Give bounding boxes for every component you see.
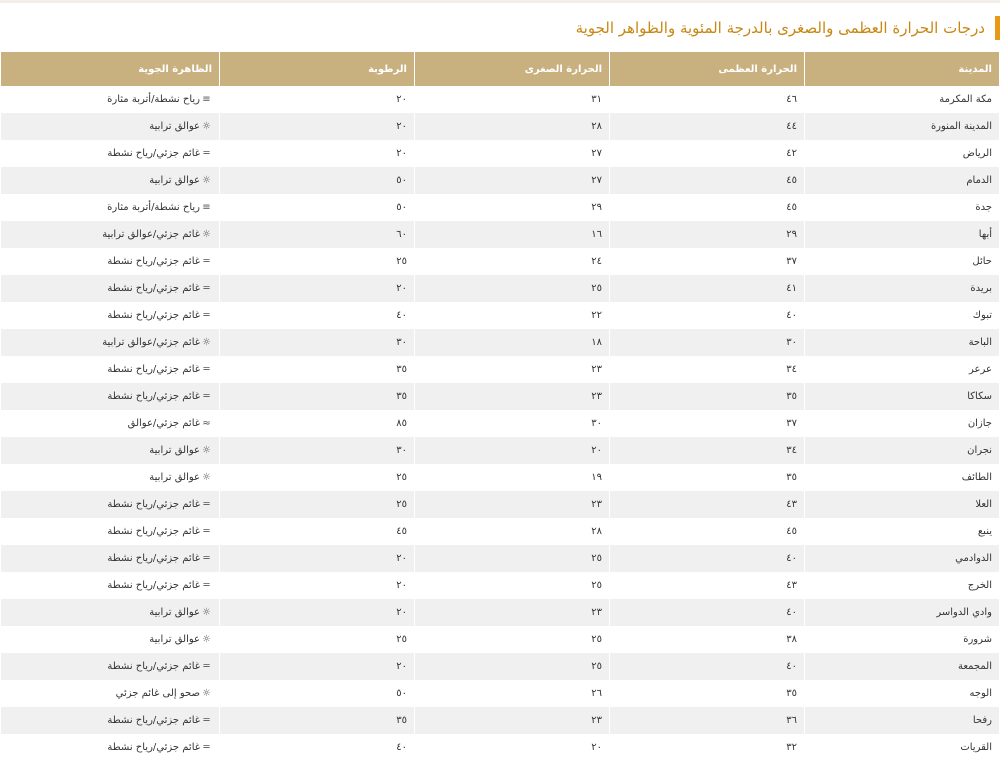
city-cell: نجران [805, 437, 999, 464]
max-temp-cell: ٣٦ [610, 707, 804, 734]
city-cell: أبها [805, 221, 999, 248]
weather-cell [1, 572, 219, 599]
weather-cell [1, 599, 219, 626]
city-cell: الدوادمي [805, 545, 999, 572]
min-temp-cell: ٢٦ [415, 680, 609, 707]
city-cell: جازان [805, 410, 999, 437]
weather-cell [1, 518, 219, 545]
max-temp-cell: ٣٤ [610, 356, 804, 383]
min-temp-cell: ١٩ [415, 464, 609, 491]
max-temp-cell: ٤٣ [610, 491, 804, 518]
humidity-cell: ٢٠ [220, 599, 414, 626]
table-row [1, 518, 999, 545]
humidity-cell: ٣٥ [220, 383, 414, 410]
city-cell: الخرج [805, 572, 999, 599]
city-cell: عرعر [805, 356, 999, 383]
dust-sun-icon: ☼ [202, 337, 211, 348]
max-temp-cell: ٣٧ [610, 410, 804, 437]
weather-cell [1, 167, 219, 194]
weather-condition-text: غائم جزئي/رياح نشطة [107, 553, 200, 564]
min-temp-cell: ٢٥ [415, 572, 609, 599]
windy-dusty-icon: ≡ [202, 94, 211, 105]
max-temp-cell: ٣٢ [610, 734, 804, 758]
table-row [1, 221, 999, 248]
weather-condition-text: غائم جزئي/رياح نشطة [107, 391, 200, 402]
min-temp-cell: ٢٥ [415, 653, 609, 680]
humidity-cell: ٢٠ [220, 275, 414, 302]
max-temp-cell: ٣٥ [610, 680, 804, 707]
city-cell: حائل [805, 248, 999, 275]
max-temp-cell: ٤٥ [610, 167, 804, 194]
table-row [1, 140, 999, 167]
weather-condition-text: غائم جزئي/رياح نشطة [107, 526, 200, 537]
city-cell: القريات [805, 734, 999, 758]
wind-icon: ═ [203, 283, 210, 294]
weather-condition-text: عوالق ترابية [149, 445, 200, 456]
city-cell: العلا [805, 491, 999, 518]
city-cell: الطائف [805, 464, 999, 491]
wind-icon: ═ [203, 742, 210, 753]
wind-icon: ═ [203, 715, 210, 726]
city-cell: بريدة [805, 275, 999, 302]
min-temp-cell: ٢٨ [415, 113, 609, 140]
min-temp-cell: ٢٣ [415, 383, 609, 410]
humidity-cell: ٢٥ [220, 464, 414, 491]
humidity-cell: ٣٥ [220, 707, 414, 734]
table-body [1, 86, 999, 758]
table-row [1, 572, 999, 599]
min-temp-cell: ٢٤ [415, 248, 609, 275]
table-row [1, 545, 999, 572]
weather-cell [1, 140, 219, 167]
max-temp-cell: ٤٢ [610, 140, 804, 167]
weather-cell [1, 545, 219, 572]
wind-icon: ═ [203, 553, 210, 564]
table-row [1, 626, 999, 653]
city-cell: رفحا [805, 707, 999, 734]
table-row [1, 464, 999, 491]
humidity-cell: ٢٠ [220, 86, 414, 113]
humidity-cell: ٢٥ [220, 491, 414, 518]
city-cell: جدة [805, 194, 999, 221]
heading-accent-bar [995, 16, 1000, 40]
humidity-cell: ٣٠ [220, 437, 414, 464]
table-row [1, 113, 999, 140]
weather-cell [1, 194, 219, 221]
humidity-cell: ٤٠ [220, 734, 414, 758]
page-title: درجات الحرارة العظمى والصغرى بالدرجة المئوية والظواهر الجوية [575, 19, 985, 37]
column-header-max-temp: الحرارة العظمى [610, 52, 804, 86]
weather-cell [1, 248, 219, 275]
weather-condition-text: غائم جزئي/رياح نشطة [107, 310, 200, 321]
weather-cell [1, 113, 219, 140]
min-temp-cell: ٢٣ [415, 599, 609, 626]
weather-condition-text: عوالق ترابية [149, 175, 200, 186]
humidity-cell: ٥٠ [220, 680, 414, 707]
min-temp-cell: ٢٥ [415, 545, 609, 572]
min-temp-cell: ٢٣ [415, 356, 609, 383]
weather-cell [1, 491, 219, 518]
max-temp-cell: ٤٠ [610, 653, 804, 680]
wind-icon: ═ [203, 661, 210, 672]
table-row [1, 275, 999, 302]
weather-condition-text: غائم جزئي/عوالق [127, 418, 200, 429]
table-row [1, 680, 999, 707]
table-row [1, 194, 999, 221]
max-temp-cell: ٣٥ [610, 464, 804, 491]
weather-condition-text: غائم جزئي/عوالق ترابية [102, 229, 200, 240]
humidity-cell: ٨٥ [220, 410, 414, 437]
table-header-row [1, 52, 999, 86]
humidity-cell: ٦٠ [220, 221, 414, 248]
min-temp-cell: ٢٨ [415, 518, 609, 545]
humidity-cell: ٣٥ [220, 356, 414, 383]
dust-sun-icon: ☼ [202, 688, 211, 699]
wind-icon: ═ [203, 256, 210, 267]
weather-cell [1, 626, 219, 653]
haze-icon: ≈ [202, 418, 211, 429]
wind-icon: ═ [203, 364, 210, 375]
table-row [1, 383, 999, 410]
min-temp-cell: ٢٩ [415, 194, 609, 221]
weather-condition-text: رياح نشطة/أتربة مثارة [107, 94, 200, 105]
dust-sun-icon: ☼ [202, 229, 211, 240]
table-row [1, 653, 999, 680]
weather-condition-text: غائم جزئي/رياح نشطة [107, 742, 200, 753]
weather-condition-text: عوالق ترابية [149, 634, 200, 645]
city-cell: وادي الدواسر [805, 599, 999, 626]
wind-icon: ═ [203, 310, 210, 321]
dust-sun-icon: ☼ [202, 472, 211, 483]
weather-condition-text: غائم جزئي/عوالق ترابية [102, 337, 200, 348]
weather-cell [1, 410, 219, 437]
column-header-min-temp: الحرارة الصغرى [415, 52, 609, 86]
table-row [1, 599, 999, 626]
max-temp-cell: ٤٣ [610, 572, 804, 599]
min-temp-cell: ١٦ [415, 221, 609, 248]
min-temp-cell: ٢٣ [415, 491, 609, 518]
wind-icon: ═ [203, 148, 210, 159]
weather-condition-text: غائم جزئي/رياح نشطة [107, 499, 200, 510]
city-cell: المدينة المنورة [805, 113, 999, 140]
weather-condition-text: غائم جزئي/رياح نشطة [107, 148, 200, 159]
table-row [1, 437, 999, 464]
weather-cell [1, 302, 219, 329]
city-cell: الوجه [805, 680, 999, 707]
weather-condition-text: غائم جزئي/رياح نشطة [107, 283, 200, 294]
city-cell: المجمعة [805, 653, 999, 680]
table-row [1, 410, 999, 437]
city-cell: الرياض [805, 140, 999, 167]
table-row [1, 707, 999, 734]
weather-condition-text: عوالق ترابية [149, 607, 200, 618]
city-cell: الباحة [805, 329, 999, 356]
dust-sun-icon: ☼ [202, 175, 211, 186]
humidity-cell: ٥٠ [220, 167, 414, 194]
humidity-cell: ٤٠ [220, 302, 414, 329]
table-row [1, 329, 999, 356]
windy-dusty-icon: ≡ [202, 202, 211, 213]
weather-cell [1, 653, 219, 680]
dust-sun-icon: ☼ [202, 121, 211, 132]
weather-condition-text: عوالق ترابية [149, 121, 200, 132]
table-row [1, 491, 999, 518]
wind-icon: ═ [203, 580, 210, 591]
weather-table [0, 52, 1000, 758]
humidity-cell: ٢٥ [220, 626, 414, 653]
min-temp-cell: ٢٣ [415, 707, 609, 734]
humidity-cell: ٥٠ [220, 194, 414, 221]
humidity-cell: ٢٠ [220, 572, 414, 599]
min-temp-cell: ٢٧ [415, 167, 609, 194]
dust-sun-icon: ☼ [202, 445, 211, 456]
city-cell: الدمام [805, 167, 999, 194]
max-temp-cell: ٤٦ [610, 86, 804, 113]
weather-cell [1, 329, 219, 356]
weather-cell [1, 707, 219, 734]
column-header-city: المدينة [805, 52, 999, 86]
max-temp-cell: ٣٠ [610, 329, 804, 356]
top-divider [0, 0, 1000, 3]
max-temp-cell: ٤٤ [610, 113, 804, 140]
weather-condition-text: غائم جزئي/رياح نشطة [107, 364, 200, 375]
weather-condition-text: غائم جزئي/رياح نشطة [107, 580, 200, 591]
humidity-cell: ٢٠ [220, 653, 414, 680]
weather-condition-text: غائم جزئي/رياح نشطة [107, 661, 200, 672]
max-temp-cell: ٤٠ [610, 545, 804, 572]
max-temp-cell: ٤٠ [610, 302, 804, 329]
weather-cell [1, 86, 219, 113]
min-temp-cell: ١٨ [415, 329, 609, 356]
max-temp-cell: ٤٥ [610, 194, 804, 221]
max-temp-cell: ٤٠ [610, 599, 804, 626]
min-temp-cell: ٢٥ [415, 275, 609, 302]
humidity-cell: ٢٠ [220, 140, 414, 167]
city-cell: مكة المكرمة [805, 86, 999, 113]
weather-cell [1, 275, 219, 302]
humidity-cell: ٢٠ [220, 545, 414, 572]
max-temp-cell: ٤١ [610, 275, 804, 302]
max-temp-cell: ٤٥ [610, 518, 804, 545]
column-header-humidity: الرطوبة [220, 52, 414, 86]
weather-condition-text: عوالق ترابية [149, 472, 200, 483]
weather-cell [1, 437, 219, 464]
min-temp-cell: ٢٥ [415, 626, 609, 653]
table-row [1, 167, 999, 194]
min-temp-cell: ٣٠ [415, 410, 609, 437]
table-row [1, 86, 999, 113]
weather-condition-text: غائم جزئي/رياح نشطة [107, 256, 200, 267]
min-temp-cell: ٢٧ [415, 140, 609, 167]
max-temp-cell: ٣٥ [610, 383, 804, 410]
humidity-cell: ٢٥ [220, 248, 414, 275]
column-header-weather: الظاهرة الجوية [1, 52, 219, 86]
max-temp-cell: ٣٨ [610, 626, 804, 653]
max-temp-cell: ٣٧ [610, 248, 804, 275]
weather-condition-text: غائم جزئي/رياح نشطة [107, 715, 200, 726]
min-temp-cell: ٢٠ [415, 437, 609, 464]
min-temp-cell: ٣١ [415, 86, 609, 113]
section-heading [0, 16, 1000, 40]
dust-sun-icon: ☼ [202, 634, 211, 645]
humidity-cell: ٣٠ [220, 329, 414, 356]
city-cell: شرورة [805, 626, 999, 653]
weather-cell [1, 734, 219, 758]
humidity-cell: ٤٥ [220, 518, 414, 545]
weather-cell [1, 356, 219, 383]
table-row [1, 302, 999, 329]
weather-condition-text: رياح نشطة/أتربة مثارة [107, 202, 200, 213]
city-cell: ينبع [805, 518, 999, 545]
table-row [1, 356, 999, 383]
wind-icon: ═ [203, 499, 210, 510]
weather-cell [1, 383, 219, 410]
humidity-cell: ٢٠ [220, 113, 414, 140]
wind-icon: ═ [203, 526, 210, 537]
weather-condition-text: صحو إلى غائم جزئي [115, 688, 200, 699]
weather-cell [1, 221, 219, 248]
min-temp-cell: ٢٠ [415, 734, 609, 758]
max-temp-cell: ٢٩ [610, 221, 804, 248]
city-cell: تبوك [805, 302, 999, 329]
max-temp-cell: ٣٤ [610, 437, 804, 464]
min-temp-cell: ٢٢ [415, 302, 609, 329]
weather-cell [1, 464, 219, 491]
city-cell: سكاكا [805, 383, 999, 410]
table-row [1, 734, 999, 758]
wind-icon: ═ [203, 391, 210, 402]
table-row [1, 248, 999, 275]
weather-cell [1, 680, 219, 707]
dust-sun-icon: ☼ [202, 607, 211, 618]
